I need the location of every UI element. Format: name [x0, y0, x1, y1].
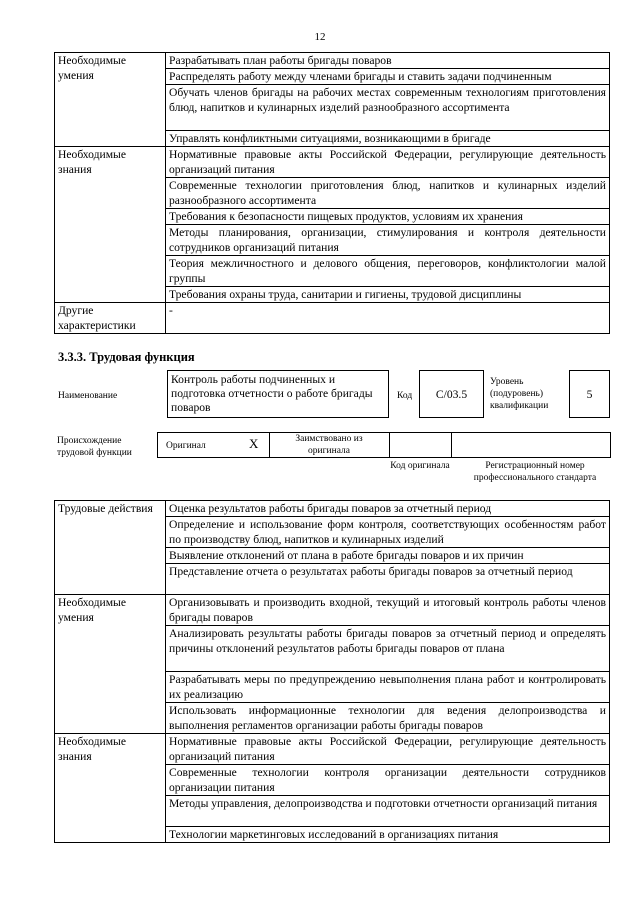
knowledge-label: Необходимые знания [55, 147, 166, 303]
knowledge-label: Необходимые знания [55, 734, 166, 843]
action-item: Оценка результатов работы бригады поваров за отчетный период [166, 501, 610, 517]
knowledge-item: Современные технологии приготовления блюд, напитков и кулинарных изделий разнообразного ассортимента [166, 178, 610, 209]
action-item: Определение и использование форм контроля, соответствующих особенностям работ по производству блюд, напитков и кулинарных изделий [166, 517, 610, 548]
original-mark: X [249, 436, 259, 451]
knowledge-item: Современные технологии контроля организации деятельности сотрудников организации питания [166, 765, 610, 796]
bottom-requirements-table [54, 500, 610, 843]
skills-label: Необходимые умения [55, 595, 166, 734]
divider [451, 432, 452, 458]
knowledge-item: Требования охраны труда, санитарии и гигиены, трудовой дисциплины [166, 287, 610, 303]
level-label: Уровень (подуровень) квалификации [490, 377, 549, 411]
original-label: Оригинал [166, 441, 206, 451]
skill-item: Разрабатывать план работы бригады поваров [166, 53, 610, 69]
other-label: Другие характеристики [55, 303, 166, 334]
reg-number-label: Регистрационный номер профессионального стандарта [473, 461, 597, 483]
skill-item: Управлять конфликтными ситуациями, возникающими в бригаде [166, 131, 610, 147]
borrowed-label: Заимствовано из оригинала [295, 434, 363, 456]
skills-label: Необходимые умения [55, 53, 166, 147]
page-number: 12 [314, 31, 326, 43]
orig-code-label: Код оригинала [390, 461, 450, 471]
knowledge-item: Методы управления, делопроизводства и подготовки отчетности организаций питания [166, 796, 610, 827]
knowledge-item: Нормативные правовые акты Российской Федерации, регулирующие деятельность организаций питания [166, 147, 610, 178]
knowledge-item: Теория межличностного и делового общения, переговоров, конфликтологии малой группы [166, 256, 610, 287]
table-row [55, 595, 610, 626]
knowledge-item: Требования к безопасности пищевых продуктов, условиям их хранения [166, 209, 610, 225]
action-item: Выявление отклонений от плана в работе бригады поваров и их причин [166, 548, 610, 564]
table-row [55, 303, 610, 334]
table-row [55, 53, 610, 69]
knowledge-item: Технологии маркетинговых исследований в организациях питания [166, 827, 610, 843]
section-title: 3.3.3. Трудовая функция [58, 350, 195, 364]
actions-label: Трудовые действия [55, 501, 166, 595]
knowledge-item: Методы планирования, организации, стимулирования и контроля деятельности сотрудников организаций питания [166, 225, 610, 256]
skill-item: Обучать членов бригады на рабочих местах современным технологиям приготовления блюд, напитков и кулинарных изделий разнообразного ассортимента [166, 85, 610, 131]
divider [389, 432, 390, 458]
origin-label: Происхождение трудовой функции [57, 436, 132, 458]
name-label: Наименование [58, 391, 118, 401]
knowledge-item: Нормативные правовые акты Российской Федерации, регулирующие деятельность организаций питания [166, 734, 610, 765]
code-label: Код [397, 391, 413, 401]
code-box: С/03.5 [419, 370, 484, 418]
divider [269, 432, 270, 458]
skill-item: Разрабатывать меры по предупреждению невыполнения плана работ и контролировать их реализацию [166, 672, 610, 703]
table-row [55, 734, 610, 765]
table-row [55, 147, 610, 178]
function-name-box: Контроль работы подчиненных и подготовка отчетности о работе бригады поваров [167, 370, 389, 418]
top-requirements-table [54, 52, 610, 334]
skill-item: Анализировать результаты работы бригады поваров за отчетный период и определять причины отклонений результатов работы бригады поваров от плана [166, 626, 610, 672]
skill-item: Организовывать и производить входной, текущий и итоговый контроль работы членов бригады поваров [166, 595, 610, 626]
origin-row-box [157, 432, 611, 458]
skill-item: Распределять работу между членами бригады и ставить задачи подчиненным [166, 69, 610, 85]
action-item: Представление отчета о результатах работы бригады поваров за отчетный период [166, 564, 610, 595]
other-value: - [166, 303, 610, 334]
level-box: 5 [569, 370, 610, 418]
skill-item: Использовать информационные технологии для ведения делопроизводства и выполнения регламентов организации работы бригады поваров [166, 703, 610, 734]
table-row [55, 501, 610, 517]
